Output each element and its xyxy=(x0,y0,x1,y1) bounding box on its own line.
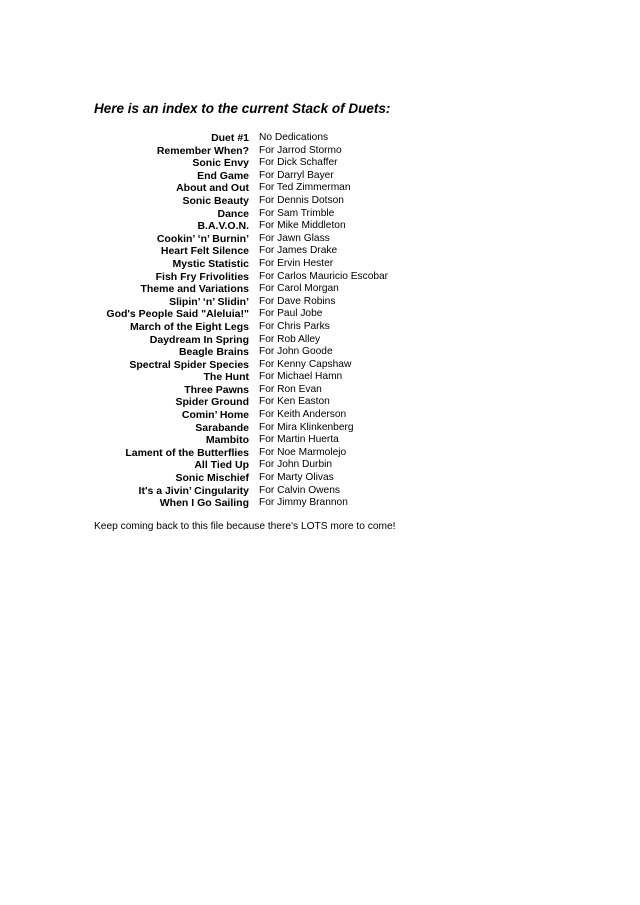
duet-title: Lament of the Butterflies xyxy=(125,446,249,459)
duet-dedication: For Kenny Capshaw xyxy=(259,358,352,370)
duet-row xyxy=(0,422,640,435)
duet-title: Remember When? xyxy=(156,144,249,157)
duet-title: Heart Felt Silence xyxy=(160,245,249,258)
duet-dedication: For Noe Marmolejo xyxy=(259,446,347,458)
duet-title: Beagle Brains xyxy=(178,346,249,359)
duet-title: Sonic Envy xyxy=(192,157,249,170)
duet-row xyxy=(0,485,640,498)
duet-row xyxy=(0,434,640,447)
duet-row xyxy=(0,271,640,284)
duet-row xyxy=(0,195,640,208)
duet-dedication: For John Durbin xyxy=(259,459,333,471)
duet-dedication: For Jimmy Brannon xyxy=(259,497,348,509)
duet-row xyxy=(0,371,640,384)
duet-row xyxy=(0,346,640,359)
duet-row xyxy=(0,170,640,183)
duet-dedication: For John Goode xyxy=(259,346,333,358)
index-heading: Here is an index to the current Stack of Duets: xyxy=(94,101,391,116)
duet-dedication: For Ron Evan xyxy=(259,383,322,395)
duet-title: Cookin’ ‘n’ Burnin’ xyxy=(156,232,249,245)
duet-dedication: For Ervin Hester xyxy=(259,257,334,269)
duet-dedication: For Ted Zimmerman xyxy=(259,182,351,194)
duet-row xyxy=(0,233,640,246)
duet-dedication: For Mira Klinkenberg xyxy=(259,421,354,433)
duet-dedication: For Marty Olivas xyxy=(259,472,334,484)
duet-row xyxy=(0,296,640,309)
duet-title: Sonic Beauty xyxy=(182,194,249,207)
duet-row xyxy=(0,447,640,460)
duet-title: The Hunt xyxy=(203,371,249,384)
duet-title: All Tied Up xyxy=(194,459,249,472)
duet-title: Slipin’ ‘n’ Slidin’ xyxy=(169,295,249,308)
duet-row xyxy=(0,145,640,158)
duet-title: Spectral Spider Species xyxy=(129,358,249,371)
duet-dedication: For Dick Schaffer xyxy=(259,157,338,169)
duet-title: Daydream In Spring xyxy=(149,333,249,346)
duet-row xyxy=(0,472,640,485)
duet-dedication: No Dedications xyxy=(259,132,329,143)
duet-title: When I Go Sailing xyxy=(159,497,249,510)
duet-title: Duet #1 xyxy=(211,132,249,144)
duet-dedication: For Darryl Bayer xyxy=(259,169,334,181)
duet-dedication: For Carlos Mauricio Escobar xyxy=(259,270,389,282)
duet-row xyxy=(0,157,640,170)
duet-dedication: For Jarrod Stormo xyxy=(259,144,342,156)
duet-dedication: For Martin Huerta xyxy=(259,434,339,446)
duet-title: It's a Jivin’ Cingularity xyxy=(138,484,249,497)
duet-row xyxy=(0,182,640,195)
duet-dedication: For James Drake xyxy=(259,245,338,257)
duet-dedication: For Calvin Owens xyxy=(259,484,340,496)
duet-row xyxy=(0,396,640,409)
duet-title: Spider Ground xyxy=(175,396,249,409)
duet-title: Sarabande xyxy=(195,421,249,434)
duet-row xyxy=(0,359,640,372)
duet-title: God's People Said "Aleluia!" xyxy=(106,308,249,321)
duet-dedication: For Jawn Glass xyxy=(259,232,330,244)
duet-row xyxy=(0,283,640,296)
duet-title: Mambito xyxy=(205,434,249,447)
duet-title: Theme and Variations xyxy=(140,283,249,296)
duet-dedication: For Dennis Dotson xyxy=(259,194,344,206)
duet-index-list xyxy=(0,132,640,510)
duet-title: Three Pawns xyxy=(184,383,249,396)
duet-row xyxy=(0,245,640,258)
duet-row xyxy=(0,258,640,271)
duet-dedication: For Sam Trimble xyxy=(259,207,335,219)
duet-dedication: For Carol Morgan xyxy=(259,283,339,295)
duet-row xyxy=(0,308,640,321)
duet-title: Mystic Statistic xyxy=(172,257,249,270)
duet-dedication: For Ken Easton xyxy=(259,396,330,408)
duet-dedication: For Mike Middleton xyxy=(259,220,346,232)
duet-title: Fish Fry Frivolities xyxy=(155,270,249,283)
duet-title: Comin’ Home xyxy=(181,409,249,422)
duet-row xyxy=(0,321,640,334)
duet-dedication: For Keith Anderson xyxy=(259,409,347,421)
duet-row xyxy=(0,132,640,145)
duet-title: End Game xyxy=(197,169,249,182)
duet-row xyxy=(0,497,640,510)
duet-dedication: For Paul Jobe xyxy=(259,308,323,320)
duet-title: B.A.V.O.N. xyxy=(197,220,249,233)
footer-note: Keep coming back to this file because there's LOTS more to come! xyxy=(94,521,396,532)
duet-dedication: For Dave Robins xyxy=(259,295,336,307)
duet-title: March of the Eight Legs xyxy=(129,320,249,333)
duet-dedication: For Chris Parks xyxy=(259,320,330,332)
duet-row xyxy=(0,334,640,347)
duet-row xyxy=(0,384,640,397)
duet-title: Dance xyxy=(217,207,249,220)
duet-row xyxy=(0,459,640,472)
duet-dedication: For Michael Hamn xyxy=(259,371,343,383)
duet-title: About and Out xyxy=(176,182,249,195)
duet-row xyxy=(0,220,640,233)
duet-row xyxy=(0,409,640,422)
duet-dedication: For Rob Alley xyxy=(259,333,321,345)
duet-row xyxy=(0,208,640,221)
duet-title: Sonic Mischief xyxy=(175,472,249,485)
